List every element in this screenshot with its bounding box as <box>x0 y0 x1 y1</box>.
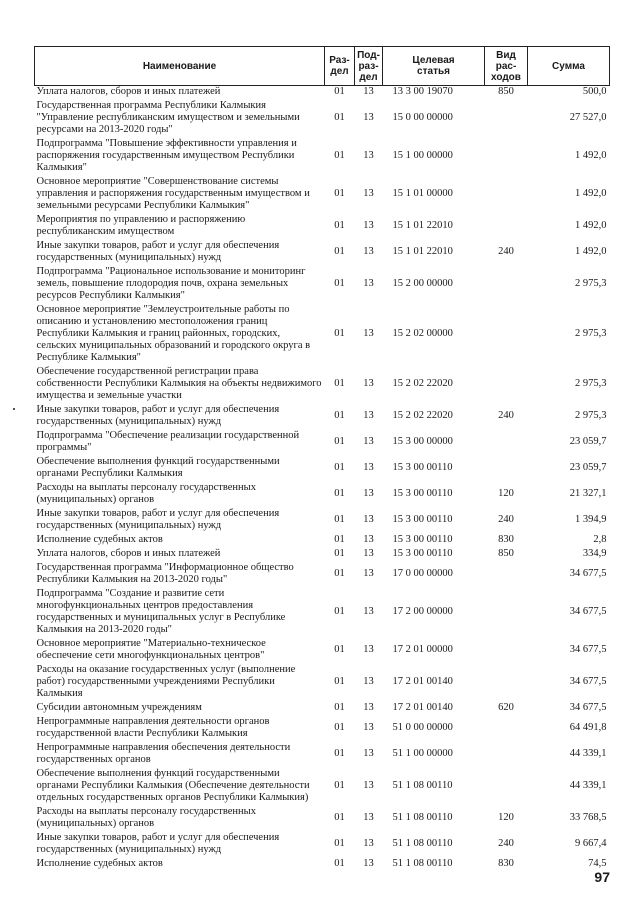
row-name: Исполнение судебных актов <box>36 858 163 869</box>
row-sum: 27 527,0 <box>569 112 607 123</box>
row-podrazdel: 13 <box>363 676 374 687</box>
row-sum: 33 768,5 <box>569 812 607 823</box>
row-name: Обеспечение выполнения функций государственными органами Республики Калмыкия (Обеспечение деятельности отдельных государственных органов Республики Калмыкия) <box>36 768 310 803</box>
row-razdel: 01 <box>334 410 345 421</box>
row-target-article: 15 3 00 00000 <box>392 436 453 447</box>
row-sum: 44 339,1 <box>569 780 607 791</box>
row-name: Иные закупки товаров, работ и услуг для обеспечения государственных (муниципальных) нужд <box>36 832 280 855</box>
row-sum: 34 677,5 <box>569 702 607 713</box>
header-name: Наименование <box>35 47 325 86</box>
row-podrazdel: 13 <box>363 410 374 421</box>
table-row <box>35 806 610 832</box>
header-sum: Сумма <box>528 47 610 86</box>
row-podrazdel: 13 <box>363 812 374 823</box>
row-podrazdel: 13 <box>363 780 374 791</box>
row-name: Иные закупки товаров, работ и услуг для обеспечения государственных (муниципальных) нужд <box>36 240 280 263</box>
row-podrazdel: 13 <box>363 702 374 713</box>
row-expense-type: 850 <box>498 86 514 97</box>
row-podrazdel: 13 <box>363 220 374 231</box>
row-target-article: 51 1 08 00110 <box>392 812 453 823</box>
row-sum: 2 975,3 <box>575 278 607 289</box>
row-expense-type <box>485 430 528 456</box>
table-row <box>35 832 610 858</box>
row-podrazdel: 13 <box>363 462 374 473</box>
row-target-article: 15 3 00 00110 <box>392 514 453 525</box>
row-name: Обеспечение выполнения функций государственными органами Республики Калмыкия <box>36 456 280 479</box>
row-target-article: 15 2 02 00000 <box>392 328 453 339</box>
table-row <box>35 404 610 430</box>
row-target-article: 15 1 00 00000 <box>392 150 453 161</box>
row-podrazdel: 13 <box>363 858 374 869</box>
row-expense-type <box>485 638 528 664</box>
table-row <box>35 138 610 176</box>
row-name: Мероприятия по управлению и распоряжению республиканским имуществом <box>36 214 246 237</box>
row-name: Непрограммные направления деятельности органов государственной власти Республики Калмыкия <box>36 716 270 739</box>
row-razdel: 01 <box>334 606 345 617</box>
table-row <box>35 240 610 266</box>
row-expense-type: 830 <box>498 534 514 545</box>
row-expense-type: 240 <box>498 410 514 421</box>
row-razdel: 01 <box>334 548 345 559</box>
row-razdel: 01 <box>334 838 345 849</box>
row-name: Государственная программа "Информационное общество Республики Калмыкия на 2013-2020 годы" <box>36 562 294 585</box>
row-razdel: 01 <box>334 676 345 687</box>
row-razdel: 01 <box>334 488 345 499</box>
row-podrazdel: 13 <box>363 112 374 123</box>
row-name: Обеспечение государственной регистрации права собственности Республики Калмыкия на объекты недвижимого имущества и земельные участки <box>36 366 322 401</box>
row-podrazdel: 13 <box>363 838 374 849</box>
row-podrazdel: 13 <box>363 150 374 161</box>
table-row <box>35 508 610 534</box>
row-name: Расходы на выплаты персоналу государственных (муниципальных) органов <box>36 482 256 505</box>
row-expense-type <box>485 100 528 138</box>
row-target-article: 15 3 00 00110 <box>392 462 453 473</box>
row-name: Подпрограмма "Создание и развитие сети многофункциональных центров предоставления государственных и муниципальных услуг в Республике Калмыкия на 2013-2020 годы" <box>36 588 286 635</box>
row-target-article: 51 1 00 00000 <box>392 748 453 759</box>
row-razdel: 01 <box>334 436 345 447</box>
page-number: 97 <box>594 869 610 885</box>
row-expense-type: 240 <box>498 246 514 257</box>
table-row <box>35 86 610 101</box>
row-sum: 64 491,8 <box>569 722 607 733</box>
row-razdel: 01 <box>334 328 345 339</box>
row-name: Основное мероприятие "Землеустроительные работы по описанию и установлению местоположения границ Республики Калмыкия и границ районных, городских, сельских муниципальных образований и городского округа в Республике Калмыкия" <box>36 304 311 363</box>
row-expense-type <box>485 768 528 806</box>
row-expense-type <box>485 716 528 742</box>
row-name: Основное мероприятие "Совершенствование системы управления и распоряжения государственным имуществом и земельными ресурсами Республики Калмыкия" <box>36 176 310 211</box>
row-name: Иные закупки товаров, работ и услуг для обеспечения государственных (муниципальных) нужд <box>36 508 280 531</box>
table-row <box>35 548 610 562</box>
row-expense-type <box>485 214 528 240</box>
row-podrazdel: 13 <box>363 86 374 97</box>
row-target-article: 51 1 08 00110 <box>392 858 453 869</box>
table-row <box>35 430 610 456</box>
row-podrazdel: 13 <box>363 278 374 289</box>
table-row <box>35 716 610 742</box>
row-name: Государственная программа Республики Калмыкия "Управление республиканским имуществом и земельными ресурсами на 2013-2020 годы" <box>36 100 300 135</box>
budget-table <box>34 46 610 872</box>
row-podrazdel: 13 <box>363 378 374 389</box>
row-expense-type <box>485 366 528 404</box>
row-razdel: 01 <box>334 812 345 823</box>
row-expense-type <box>485 266 528 304</box>
row-razdel: 01 <box>334 86 345 97</box>
row-sum: 1 492,0 <box>575 246 607 257</box>
table-row <box>35 366 610 404</box>
table-row <box>35 100 610 138</box>
table-row <box>35 482 610 508</box>
row-podrazdel: 13 <box>363 328 374 339</box>
row-name: Уплата налогов, сборов и иных платежей <box>36 86 221 97</box>
table-row <box>35 588 610 638</box>
table-row <box>35 702 610 716</box>
row-razdel: 01 <box>334 514 345 525</box>
table-row <box>35 638 610 664</box>
row-razdel: 01 <box>334 112 345 123</box>
row-name: Основное мероприятие "Материально-техническое обеспечение сети многофункциональных центров" <box>36 638 266 661</box>
table-row <box>35 768 610 806</box>
row-podrazdel: 13 <box>363 488 374 499</box>
row-target-article: 13 3 00 19070 <box>392 86 453 97</box>
row-target-article: 17 2 01 00140 <box>392 702 453 713</box>
row-sum: 34 677,5 <box>569 568 607 579</box>
row-expense-type: 850 <box>498 548 514 559</box>
table-row <box>35 214 610 240</box>
row-razdel: 01 <box>334 278 345 289</box>
row-expense-type <box>485 176 528 214</box>
row-name: Непрограммные направления обеспечения деятельности государственных органов <box>36 742 291 765</box>
row-sum: 34 677,5 <box>569 644 607 655</box>
row-name: Подпрограмма "Повышение эффективности управления и распоряжения государственным имуществом Республики Калмыкия" <box>36 138 297 173</box>
scan-mark <box>13 408 15 410</box>
row-sum: 2 975,3 <box>575 378 607 389</box>
table-row <box>35 534 610 548</box>
row-razdel: 01 <box>334 534 345 545</box>
row-name: Расходы на оказание государственных услуг (выполнение работ) государственными учреждениями Республики Калмыкия <box>36 664 296 699</box>
row-name: Уплата налогов, сборов и иных платежей <box>36 548 221 559</box>
row-sum: 34 677,5 <box>569 676 607 687</box>
row-target-article: 17 2 01 00000 <box>392 644 453 655</box>
row-target-article: 15 1 01 00000 <box>392 188 453 199</box>
table-row <box>35 304 610 366</box>
row-target-article: 15 1 01 22010 <box>392 246 453 257</box>
header-target-article: Целевая статья <box>383 47 485 86</box>
row-razdel: 01 <box>334 644 345 655</box>
row-expense-type: 240 <box>498 514 514 525</box>
row-expense-type <box>485 742 528 768</box>
row-sum: 1 492,0 <box>575 220 607 231</box>
row-razdel: 01 <box>334 246 345 257</box>
row-target-article: 15 3 00 00110 <box>392 548 453 559</box>
row-name: Расходы на выплаты персоналу государственных (муниципальных) органов <box>36 806 256 829</box>
row-sum: 2 975,3 <box>575 328 607 339</box>
row-target-article: 51 0 00 00000 <box>392 722 453 733</box>
row-target-article: 15 1 01 22010 <box>392 220 453 231</box>
row-expense-type <box>485 304 528 366</box>
table-row <box>35 562 610 588</box>
row-razdel: 01 <box>334 748 345 759</box>
row-expense-type: 240 <box>498 838 514 849</box>
table-row <box>35 664 610 702</box>
row-target-article: 51 1 08 00110 <box>392 780 453 791</box>
row-podrazdel: 13 <box>363 548 374 559</box>
row-expense-type: 620 <box>498 702 514 713</box>
row-podrazdel: 13 <box>363 436 374 447</box>
row-target-article: 15 3 00 00110 <box>392 488 453 499</box>
row-name: Подпрограмма "Рациональное использование и мониторинг земель, повышение плодородия почв, охрана земельных ресурсов Республики Калмыкия" <box>36 266 306 301</box>
row-podrazdel: 13 <box>363 188 374 199</box>
table-row <box>35 456 610 482</box>
table-row <box>35 176 610 214</box>
row-target-article: 15 2 00 00000 <box>392 278 453 289</box>
row-expense-type: 830 <box>498 858 514 869</box>
row-razdel: 01 <box>334 220 345 231</box>
row-sum: 44 339,1 <box>569 748 607 759</box>
row-sum: 23 059,7 <box>569 462 607 473</box>
row-expense-type <box>485 138 528 176</box>
row-sum: 9 667,4 <box>575 838 607 849</box>
row-name: Иные закупки товаров, работ и услуг для обеспечения государственных (муниципальных) нужд <box>36 404 280 427</box>
row-razdel: 01 <box>334 462 345 473</box>
row-razdel: 01 <box>334 702 345 713</box>
row-podrazdel: 13 <box>363 246 374 257</box>
row-razdel: 01 <box>334 378 345 389</box>
row-podrazdel: 13 <box>363 748 374 759</box>
row-podrazdel: 13 <box>363 514 374 525</box>
budget-page <box>34 46 609 872</box>
row-podrazdel: 13 <box>363 534 374 545</box>
row-podrazdel: 13 <box>363 644 374 655</box>
row-expense-type: 120 <box>498 488 514 499</box>
row-target-article: 51 1 08 00110 <box>392 838 453 849</box>
row-razdel: 01 <box>334 568 345 579</box>
header-expense-type: Вид рас- ходов <box>485 47 528 86</box>
row-podrazdel: 13 <box>363 606 374 617</box>
row-sum: 1 492,0 <box>575 188 607 199</box>
header-razdel: Раз- дел <box>325 47 355 86</box>
row-target-article: 17 2 01 00140 <box>392 676 453 687</box>
row-expense-type <box>485 664 528 702</box>
table-row <box>35 266 610 304</box>
row-target-article: 15 2 02 22020 <box>392 410 453 421</box>
row-sum: 2 975,3 <box>575 410 607 421</box>
row-sum: 21 327,1 <box>569 488 607 499</box>
row-sum: 1 394,9 <box>575 514 607 525</box>
row-razdel: 01 <box>334 858 345 869</box>
row-target-article: 15 0 00 00000 <box>392 112 453 123</box>
row-podrazdel: 13 <box>363 568 374 579</box>
row-sum: 74,5 <box>588 858 607 869</box>
table-body <box>35 86 610 873</box>
row-expense-type <box>485 456 528 482</box>
row-sum: 1 492,0 <box>575 150 607 161</box>
row-razdel: 01 <box>334 780 345 791</box>
row-razdel: 01 <box>334 188 345 199</box>
row-expense-type <box>485 562 528 588</box>
row-sum: 34 677,5 <box>569 606 607 617</box>
row-name: Исполнение судебных актов <box>36 534 163 545</box>
row-sum: 500,0 <box>582 86 607 97</box>
header-podrazdel: Под- раз- дел <box>355 47 383 86</box>
row-razdel: 01 <box>334 722 345 733</box>
row-target-article: 17 2 00 00000 <box>392 606 453 617</box>
row-target-article: 17 0 00 00000 <box>392 568 453 579</box>
table-row <box>35 858 610 872</box>
row-expense-type: 120 <box>498 812 514 823</box>
row-sum: 334,9 <box>582 548 607 559</box>
row-podrazdel: 13 <box>363 722 374 733</box>
row-sum: 2,8 <box>593 534 607 545</box>
table-header <box>35 47 610 86</box>
table-row <box>35 742 610 768</box>
row-target-article: 15 2 02 22020 <box>392 378 453 389</box>
row-sum: 23 059,7 <box>569 436 607 447</box>
row-name: Подпрограмма "Обеспечение реализации государственной программы" <box>36 430 300 453</box>
row-razdel: 01 <box>334 150 345 161</box>
row-target-article: 15 3 00 00110 <box>392 534 453 545</box>
row-name: Субсидии автономным учреждениям <box>36 702 202 713</box>
row-expense-type <box>485 588 528 638</box>
